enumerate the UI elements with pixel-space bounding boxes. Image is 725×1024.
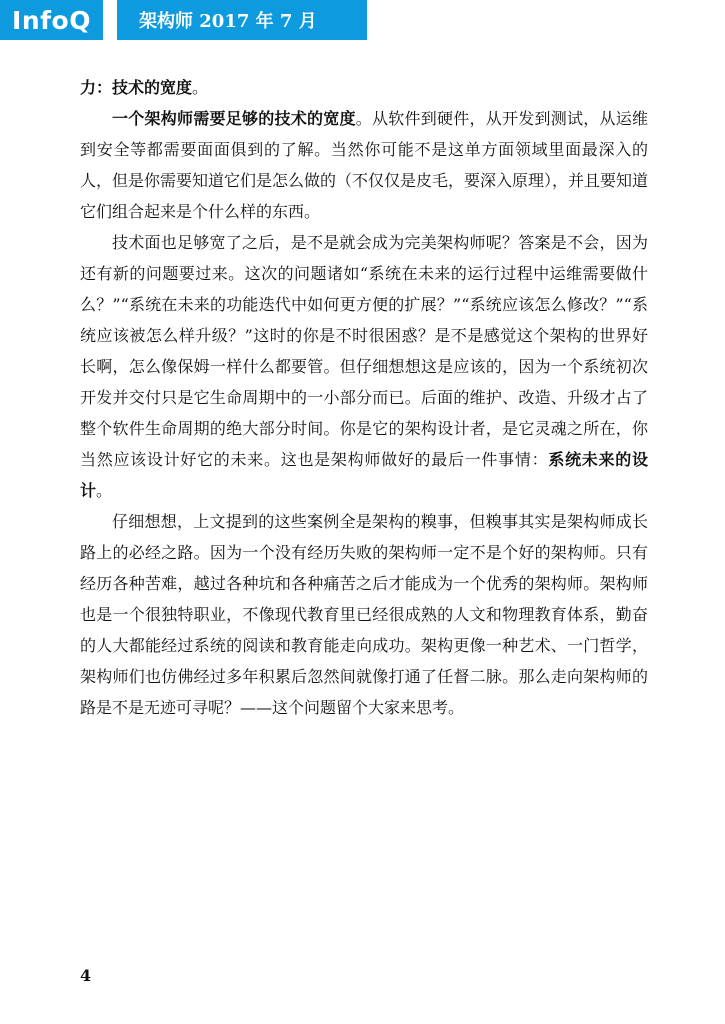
issue-title-banner bbox=[117, 0, 367, 40]
infoq-logo bbox=[0, 0, 103, 40]
paragraph-3-end: 。 bbox=[96, 481, 113, 500]
issue-title: 架构师 2017 年 7 月 bbox=[139, 11, 317, 32]
page-number: 4 bbox=[80, 966, 92, 985]
logo-text: InfoQ bbox=[12, 5, 91, 35]
paragraph-1-text: 。 bbox=[192, 78, 209, 97]
paragraph-3 bbox=[80, 227, 648, 506]
article-body bbox=[80, 72, 648, 723]
page-header bbox=[0, 0, 725, 40]
paragraph-4 bbox=[80, 506, 648, 723]
paragraph-1-bold: 力：技术的宽度 bbox=[80, 78, 193, 97]
paragraph-1 bbox=[80, 72, 648, 103]
paragraph-2-text: 。从软件到硬件，从开发到测试，从运维到安全等都需要面面俱到的了解。当然你可能不是这单方面领域里面最深入的人，但是你需要知道它们是怎么做的（不仅仅是皮毛，要深入原理），并且要知道它们组合起来是个什么样的东西。 bbox=[80, 109, 649, 221]
paragraph-2 bbox=[80, 103, 648, 227]
paragraph-3-text: 技术面也足够宽了之后，是不是就会成为完美架构师呢？答案是不会，因为还有新的问题要过来。这次的问题诸如“系统在未来的运行过程中运维需要做什么？”“系统在未来的功能迭代中如何更方便的扩展？”“系统应该怎么修改？”“系统应该被怎么样升级？”这时的你是不时很困惑？是不是感觉这个架构的世界好长啊，怎么像保姆一样什么都要管。但仔细想想这是应该的，因为一个系统初次开发并交付只是它生命周期中的一小部分而已。后面的维护、改造、升级才占了整个软件生命周期的绝大部分时间。你是它的架构设计者，是它灵魂之所在，你当然应该设计好它的未来。这也是架构师做好的最后一件事情： bbox=[80, 233, 648, 469]
paragraph-4-text: 仔细想想，上文提到的这些案例全是架构的糗事，但糗事其实是架构师成长路上的必经之路。因为一个没有经历失败的架构师一定不是个好的架构师。只有经历各种苦难，越过各种坑和各种痛苦之后才能成为一个优秀的架构师。架构师也是一个很独特职业，不像现代教育里已经很成熟的人文和物理教育体系，勤奋的人大都能经过系统的阅读和教育能走向成功。架构更像一种艺术、一门哲学，架构师们也仿佛经过多年积累后忽然间就像打通了任督二脉。那么走向架构师的路是不是无迹可寻呢？——这个问题留个大家来思考。 bbox=[80, 512, 648, 717]
paragraph-3-bold: 系统未来的设计 bbox=[80, 450, 648, 500]
paragraph-2-bold: 一个架构师需要足够的技术的宽度 bbox=[112, 109, 356, 128]
